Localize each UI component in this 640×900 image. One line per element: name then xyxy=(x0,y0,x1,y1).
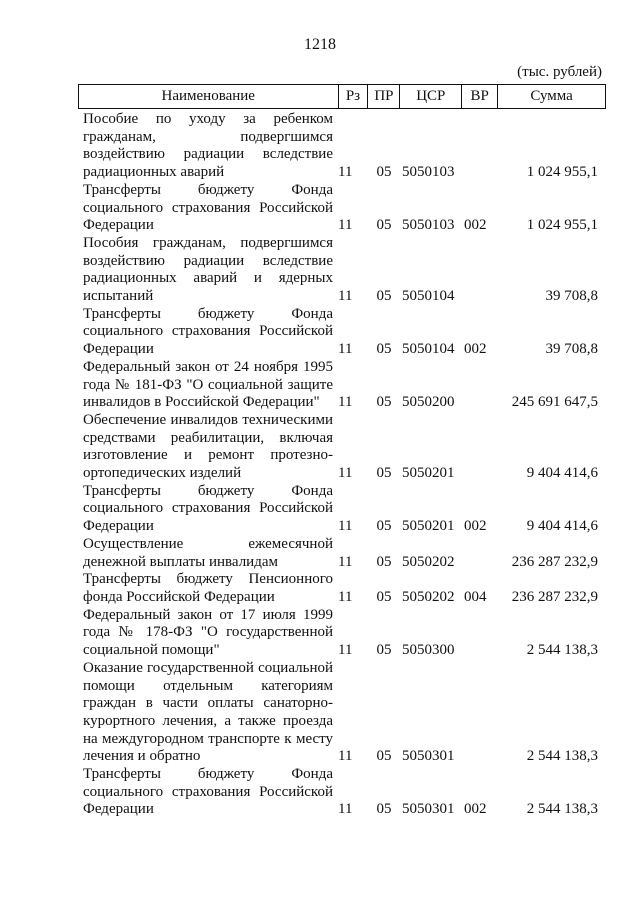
row-sum: 2 544 138,3 xyxy=(526,801,598,818)
row-rz: 11 xyxy=(338,588,353,605)
row-pr: 05 xyxy=(376,217,392,234)
row-sum: 236 287 232,9 xyxy=(511,588,598,605)
row-name: Оказание государственной социальной помощи отдельным категориям граждан в части оплаты санаторно-курортного лечения, а также проезда на междугородном транспорте к месту лечения и обратно xyxy=(83,659,333,765)
header-rz: Рз xyxy=(339,85,369,108)
table-row xyxy=(78,607,606,660)
row-name: Трансферты бюджету Фонда социального страхования Российской Федерации xyxy=(83,766,333,818)
row-name: Трансферты бюджету Пенсионного фонда Российской Федерации xyxy=(83,571,333,605)
row-pr: 05 xyxy=(376,518,392,535)
header-csr: ЦСР xyxy=(400,85,462,108)
row-vr: 002 xyxy=(464,217,487,234)
table-row xyxy=(78,536,606,571)
row-csr: 5050201 xyxy=(402,465,455,482)
row-csr: 5050301 xyxy=(402,748,455,765)
row-sum: 245 691 647,5 xyxy=(511,394,598,411)
table-row xyxy=(78,235,606,306)
row-csr: 5050202 xyxy=(402,553,455,570)
row-name: Трансферты бюджету Фонда социального страхования Российской Федерации xyxy=(83,181,333,234)
table-row xyxy=(78,111,606,182)
budget-table xyxy=(78,84,606,819)
row-pr: 05 xyxy=(376,748,392,765)
row-csr: 5050201 xyxy=(402,518,455,535)
row-pr: 05 xyxy=(376,394,392,411)
row-vr: 004 xyxy=(464,588,487,605)
row-rz: 11 xyxy=(338,748,353,765)
row-sum: 9 404 414,6 xyxy=(526,465,598,482)
row-pr: 05 xyxy=(376,341,392,358)
row-sum: 2 544 138,3 xyxy=(526,642,598,659)
row-rz: 11 xyxy=(338,801,353,818)
row-rz: 11 xyxy=(338,288,353,305)
header-name: Наименование xyxy=(79,85,339,108)
row-pr: 05 xyxy=(376,288,392,305)
row-sum: 2 544 138,3 xyxy=(526,748,598,765)
row-name: Трансферты бюджету Фонда социального страхования Российской Федерации xyxy=(83,482,333,535)
row-name: Федеральный закон от 17 июля 1999 года № 178-ФЗ "О государственной социальной помощи" xyxy=(83,606,333,659)
row-rz: 11 xyxy=(338,394,353,411)
row-name: Пособие по уходу за ребенком гражданам, подвергшимся воздействию радиации вследствие радиационных аварий xyxy=(83,111,333,181)
row-name: Обеспечение инвалидов техническими средствами реабилитации, включая изготовление и ремонт протезно-ортопедических изделий xyxy=(83,411,333,482)
row-name: Федеральный закон от 24 ноября 1995 года № 181-ФЗ "О социальной защите инвалидов в Российской Федерации" xyxy=(83,358,333,411)
header-sum: Сумма xyxy=(498,85,606,108)
row-sum: 1 024 955,1 xyxy=(526,217,598,234)
row-csr: 5050301 xyxy=(402,801,455,818)
row-sum: 236 287 232,9 xyxy=(511,553,598,570)
table-row xyxy=(78,182,606,235)
row-rz: 11 xyxy=(338,164,353,181)
row-rz: 11 xyxy=(338,642,353,659)
row-pr: 05 xyxy=(376,642,392,659)
row-csr: 5050103 xyxy=(402,217,455,234)
header-pr: ПР xyxy=(368,85,400,108)
row-csr: 5050300 xyxy=(402,642,455,659)
row-sum: 9 404 414,6 xyxy=(526,518,598,535)
table-row xyxy=(78,571,606,606)
row-csr: 5050104 xyxy=(402,341,455,358)
row-rz: 11 xyxy=(338,465,353,482)
row-csr: 5050202 xyxy=(402,588,455,605)
row-sum: 39 708,8 xyxy=(545,288,598,305)
units-label: (тыс. рублей) xyxy=(517,64,602,80)
row-name: Трансферты бюджету Фонда социального страхования Российской Федерации xyxy=(83,305,333,358)
row-name: Пособия гражданам, подвергшимся воздействию радиации вследствие радиационных аварий и ядерных испытаний xyxy=(83,234,333,305)
row-csr: 5050104 xyxy=(402,288,455,305)
row-rz: 11 xyxy=(338,341,353,358)
table-row xyxy=(78,660,606,766)
row-pr: 05 xyxy=(376,164,392,181)
row-sum: 1 024 955,1 xyxy=(526,164,598,181)
table-row xyxy=(78,483,606,536)
header-vr: ВР xyxy=(462,85,498,108)
table-row xyxy=(78,412,606,483)
table-row xyxy=(78,359,606,412)
row-pr: 05 xyxy=(376,465,392,482)
row-vr: 002 xyxy=(464,341,487,358)
row-rz: 11 xyxy=(338,518,353,535)
page-number: 1218 xyxy=(304,36,336,53)
row-vr: 002 xyxy=(464,801,487,818)
row-sum: 39 708,8 xyxy=(545,341,598,358)
row-pr: 05 xyxy=(376,801,392,818)
row-csr: 5050200 xyxy=(402,394,455,411)
row-rz: 11 xyxy=(338,217,353,234)
row-pr: 05 xyxy=(376,553,392,570)
row-rz: 11 xyxy=(338,553,353,570)
row-pr: 05 xyxy=(376,588,392,605)
table-row xyxy=(78,766,606,819)
table-row xyxy=(78,306,606,359)
table-header xyxy=(78,84,606,109)
table-body xyxy=(78,111,606,819)
row-csr: 5050103 xyxy=(402,164,455,181)
row-name: Осуществление ежемесячной денежной выплаты инвалидам xyxy=(83,535,333,570)
row-vr: 002 xyxy=(464,518,487,535)
